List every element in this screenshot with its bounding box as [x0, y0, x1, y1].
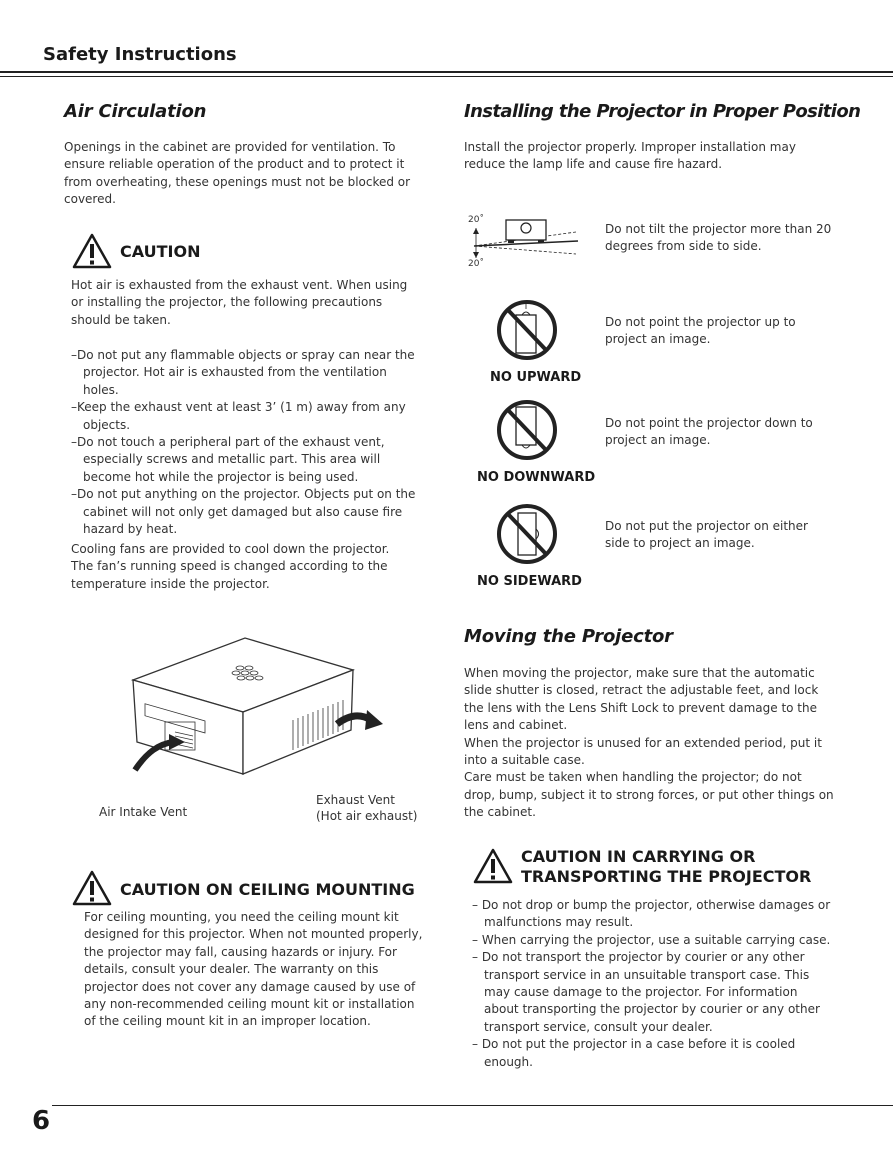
- no-downward-label: NO DOWNWARD: [477, 470, 596, 485]
- air-circulation-title: Air Circulation: [64, 101, 207, 122]
- no-sideward-icon: [496, 503, 558, 565]
- exhaust-vent-label: Exhaust Vent: [316, 793, 395, 807]
- warning-triangle-icon: [473, 848, 513, 884]
- ceiling-caution-text: For ceiling mounting, you need the ceiling mount kit designed for this projector. When not mounted properly, the projector may fall, causing hazards or injury. For details, consult your dealer. The warranty on this projector does not cover any damage caused by use of any non-recommended ceiling mount kit or installation of the ceiling mount kit in an improper location.: [84, 910, 423, 1029]
- air-circulation-intro: Openings in the cabinet are provided for ventilation. To ensure reliable operation of the product and to protect it from overheating, these openings must not be blocked or covered.: [64, 140, 411, 207]
- tilt-angle-bottom: 20˚: [468, 259, 484, 269]
- list-item: –Do not touch a peripheral part of the exhaust vent, especially screws and metallic part. This area will become hot while the projector is being used.: [71, 435, 385, 484]
- no-downward-text: Do not point the projector down to project an image.: [605, 416, 813, 448]
- warning-triangle-icon: [72, 233, 112, 269]
- caution-intro: Hot air is exhausted from the exhaust vent. When using or installing the projector, the following precautions should be taken.: [71, 278, 408, 327]
- page-number: 6: [32, 1106, 51, 1136]
- list-item: –Do not put any flammable objects or spray can near the projector. Hot air is exhausted from the ventilation holes.: [71, 348, 415, 397]
- moving-title: Moving the Projector: [464, 626, 673, 647]
- list-item: – Do not drop or bump the projector, otherwise damages or malfunctions may result.: [472, 898, 831, 930]
- caution-heading: CAUTION: [120, 242, 201, 261]
- carrying-caution-heading: [521, 847, 811, 887]
- tilt-angle-top: 20˚: [468, 215, 484, 225]
- tilt-text: Do not tilt the projector more than 20 degrees from side to side.: [605, 222, 832, 254]
- no-upward-text: Do not point the projector up to project an image.: [605, 315, 796, 347]
- ceiling-caution-heading: CAUTION ON CEILING MOUNTING: [120, 880, 415, 899]
- moving-paragraph: Care must be taken when handling the projector; do not drop, bump, subject it to strong forces, or put other things on the cabinet.: [464, 770, 834, 820]
- installing-title: Installing the Projector in Proper Position: [464, 101, 861, 122]
- carrying-heading-line: CAUTION IN CARRYING OR: [521, 847, 756, 866]
- footer-rule: [52, 1105, 893, 1106]
- air-intake-label: Air Intake Vent: [99, 805, 188, 819]
- moving-paragraph: When moving the projector, make sure that the automatic slide shutter is closed, retract the adjustable feet, and lock the lens with the Lens Shift Lock to prevent damage to the lens and cabinet.: [464, 666, 819, 733]
- installing-intro: Install the projector properly. Improper installation may reduce the lamp life and cause fire hazard.: [464, 140, 796, 172]
- caution-list: [71, 347, 423, 538]
- carrying-list: [472, 897, 832, 1071]
- header-rule-thin: [0, 76, 893, 77]
- no-downward-icon: [496, 399, 558, 461]
- list-item: – When carrying the projector, use a suitable carrying case.: [472, 932, 831, 947]
- warning-triangle-icon: [72, 870, 112, 906]
- list-item: – Do not put the projector in a case before it is cooled enough.: [472, 1037, 796, 1069]
- no-upward-icon: [496, 299, 558, 361]
- list-item: –Do not put anything on the projector. Objects put on the cabinet will not only get damaged but also cause fire hazard by heat.: [71, 487, 416, 537]
- moving-body: [464, 665, 834, 822]
- header-rule: [0, 71, 893, 73]
- moving-paragraph: When the projector is unused for an extended period, put it into a suitable case.: [464, 735, 822, 768]
- page-header-title: Safety Instructions: [43, 44, 237, 65]
- no-sideward-text: Do not put the projector on either side to project an image.: [605, 519, 808, 551]
- list-item: – Do not transport the projector by courier or any other transport service in an unsuitable transport case. This may cause damage to the projector. For information about transporting the projector by courier or any other transport service, consult your dealer.: [472, 950, 820, 1034]
- cooling-fans-text: Cooling fans are provided to cool down the projector. The fan’s running speed is changed according to the temperature inside the projector.: [71, 542, 390, 591]
- no-sideward-label: NO SIDEWARD: [477, 574, 582, 589]
- no-upward-label: NO UPWARD: [490, 370, 582, 385]
- carrying-heading-line: TRANSPORTING THE PROJECTOR: [521, 867, 812, 886]
- exhaust-vent-sublabel: (Hot air exhaust): [316, 809, 418, 823]
- list-item: –Keep the exhaust vent at least 3’ (1 m) away from any objects.: [71, 400, 406, 432]
- projector-illustration: [125, 632, 390, 782]
